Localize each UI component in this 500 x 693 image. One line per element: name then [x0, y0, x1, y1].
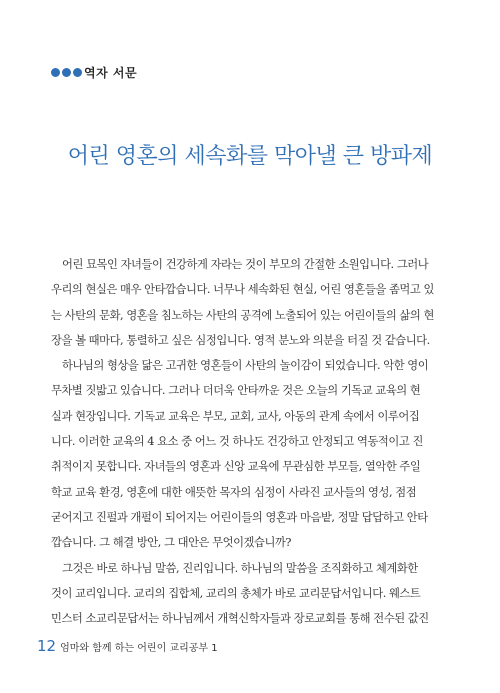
body-line: 취적이지 못합니다. 자녀들의 영혼과 신앙 교육에 무관심한 부모들, 열악한 주일 — [51, 460, 421, 474]
section-label — [51, 64, 137, 81]
body-line: 니다. 이러한 교육의 4 요소 중 어느 것 하나도 건강하고 안정되고 역동적이고 진 — [51, 435, 423, 449]
bullet-dot-icon — [73, 68, 82, 77]
body-line: 는 사탄의 문화, 영혼을 침노하는 사탄의 공격에 노출되어 있는 어린이들의 삶의 현 — [51, 308, 434, 322]
section-label-text: 역자 서문 — [84, 66, 138, 80]
body-line: 학교 교육 환경, 영혼에 대한 애뜻한 목자의 심정이 사라진 교사들의 영성, 점점 — [51, 485, 417, 499]
running-footer-title: 엄마와 함께 하는 어린이 교리공부 1 — [60, 643, 218, 654]
bullet-dot-icon — [62, 68, 71, 77]
body-line: 장을 볼 때마다, 통렬하고 싶은 심정입니다. 영적 분노와 의분을 터질 것 같습니다. — [51, 333, 430, 347]
body-line: 그것은 바로 하나님 말씀, 진리입니다. 하나님의 말씀을 조직화하고 체계화한 — [62, 561, 418, 575]
page-number: 12 — [37, 637, 57, 655]
body-text — [51, 252, 451, 631]
body-line: 민스터 소교리문답서는 하나님께서 개혁신학자들과 장로교회를 통해 전수된 값진 — [51, 612, 429, 626]
bullet-dot-icon — [51, 68, 60, 77]
body-line: 것이 교리입니다. 교리의 집합체, 교리의 총체가 바로 교리문답서입니다. 웨스트 — [51, 586, 421, 600]
chapter-title: 어린 영혼의 세속화를 막아낼 큰 방파제 — [67, 144, 433, 169]
body-line: 깝습니다. 그 해결 방안, 그 대안은 무엇이겠습니까? — [51, 536, 291, 550]
body-line: 어린 묘목인 자녀들이 건강하게 자라는 것이 부모의 간절한 소원입니다. 그러나 — [62, 258, 429, 271]
body-line: 우리의 현실은 매우 안타깝습니다. 너무나 세속화된 현실, 어린 영혼들을 좀먹고 있 — [51, 283, 434, 297]
page-footer — [37, 637, 218, 655]
body-line: 굳어지고 진펄과 개펄이 되어지는 어린이들의 영혼과 마음밭, 정말 답답하고 안타 — [51, 510, 428, 524]
body-line: 하나님의 형상을 닮은 고귀한 영혼들이 사탄의 놀이감이 되었습니다. 악한 영이 — [62, 359, 429, 373]
body-line: 실과 현장입니다. 기독교 교육은 부모, 교회, 교사, 아동의 관계 속에서 이루어집 — [51, 409, 420, 423]
body-line: 무차별 짓밟고 있습니다. 그러나 더더욱 안타까운 것은 오늘의 기독교 교육의 현 — [51, 384, 421, 398]
